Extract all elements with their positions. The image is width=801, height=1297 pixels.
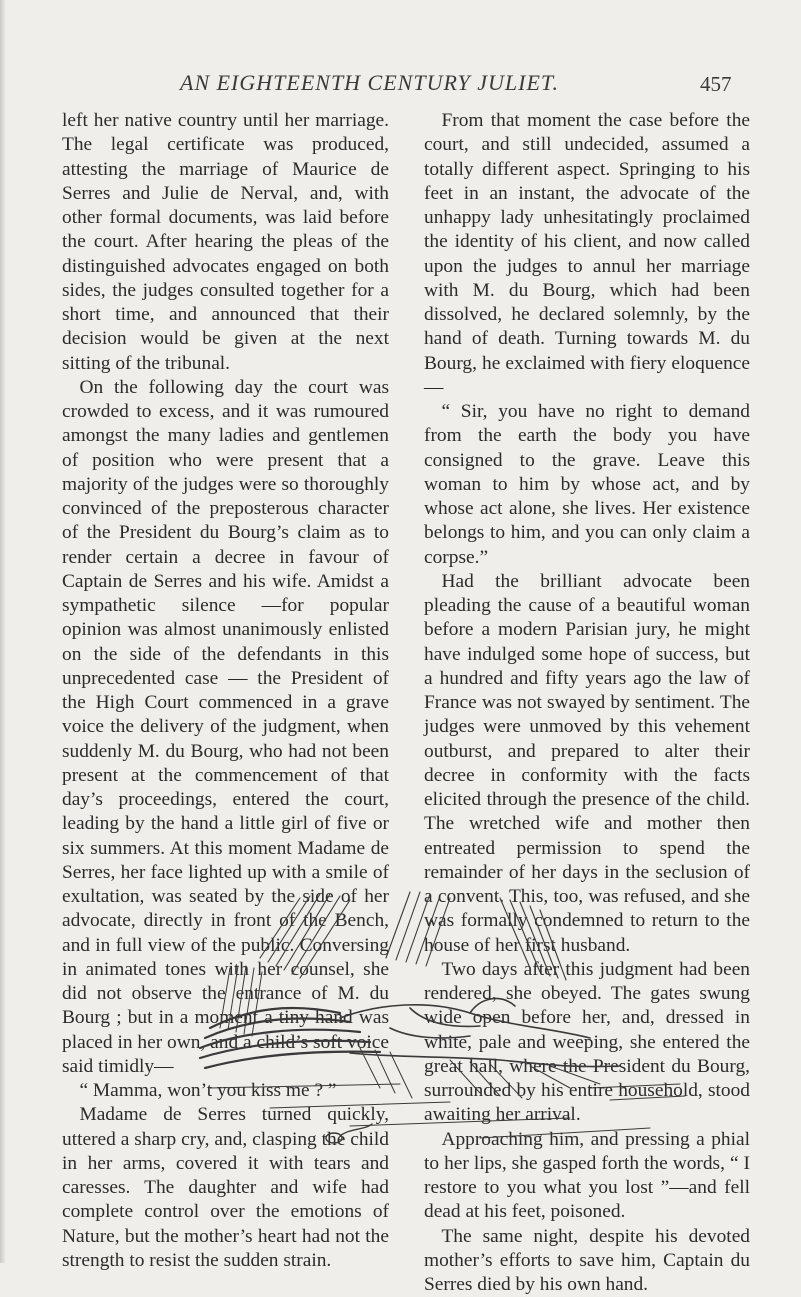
paragraph: From that moment the case before the court, and still undecided, assumed a totally different aspect. Springing to his feet in an instant, the advocate of the unhappy lady unhesitatingly proclaimed the identity of his client, and now called upon the judges to annul her marriage with M. du Bourg, which had been dissolved, he declared solemnly, by the hand of death. Turning towards M. du Bourg, he exclaimed with fiery eloquence— [424,109,750,400]
paragraph: Had the brilliant advocate been pleading the cause of a beautiful woman before a modern Parisian jury, he might have indulged some hope of success, but a hundred and fifty years ago the law of France was not swayed by sentiment. The judges were unmoved by this vehement outburst, and prepared to alter their decree in conformity with the facts elicited through the presence of the child. The wretched wife and mother then entreated permission to spend the remainder of her days in the seclusion of a convent. This, too, was refused, and she was formally condemned to return to the house of her first husband. [424,570,750,958]
paragraph: Madame de Serres turned quickly, uttered a sharp cry, and, clasping the child in her arms, covered it with tears and caresses. The daughter and wife had complete control over the emotions of Nature, but the mother’s heart had not the strength to resist the sudden strain. [62,1103,389,1273]
page-edge-shadow [0,0,6,1263]
paragraph: “ Mamma, won’t you kiss me ? ” [62,1079,389,1103]
paragraph: On the following day the court was crowded to excess, and it was rumoured amongst the many ladies and gentlemen of position who were present that a majority of the judges were so thoroughly convinced of the preposterous character of the President du Bourg’s claim as to render certain a decree in favour of Captain de Serres and his wife. Amidst a sympathetic silence —for popular opinion was almost unanimously enlisted on the side of the defendants in this unprecedented case — the President of the High Court commenced in a grave voice the delivery of the judgment, when suddenly M. du Bourg, who had not been present at the commencement of that day’s proceedings, entered the court, leading by the hand a little girl of five or six summers. At this moment Madame de Serres, her face lighted up with a smile of exultation, was seated by the side of her advocate, directly in front of the Bench, and in full view of the public. Conversing in animated tones with her counsel, she did not observe the entrance of M. du Bourg ; but in a moment a tiny hand was placed in her own, and a child’s soft voice said timidly— [62,376,389,1079]
paragraph: “ Sir, you have no right to demand from the earth the body you have consigned to the grave. Leave this woman to him by whose act, and by whose act alone, she lives. Her existence belongs to him, and you can only claim a corpse.” [424,400,750,570]
paragraph: Two days after this judgment had been rendered, she obeyed. The gates swung wide open before her, and, dressed in white, pale and weeping, she entered the great hall, where the President du Bourg, surrounded by his entire household, stood awaiting her arrival. [424,958,750,1128]
paragraph: The same night, despite his devoted mother’s efforts to save him, Captain du Serres died by his own hand. [424,1225,750,1297]
fallen-woman-illustration [150,888,690,1158]
running-head: AN EIGHTEENTH CENTURY JULIET. [180,70,559,96]
paragraph: Approaching him, and pressing a phial to her lips, she gasped forth the words, “ I restore to you what you lost ”—and fell dead at his feet, poisoned. [424,1128,750,1225]
paragraph: left her native country until her marriage. The legal certificate was produced, attesting the marriage of Maurice de Serres and Julie de Nerval, and, with other formal documents, was laid before the court. After hearing the pleas of the distinguished advocates engaged on both sides, the judges consulted together for a short time, and announced that their decision would be given at the next sitting of the tribunal. [62,109,389,376]
page-number: 457 [700,72,732,97]
